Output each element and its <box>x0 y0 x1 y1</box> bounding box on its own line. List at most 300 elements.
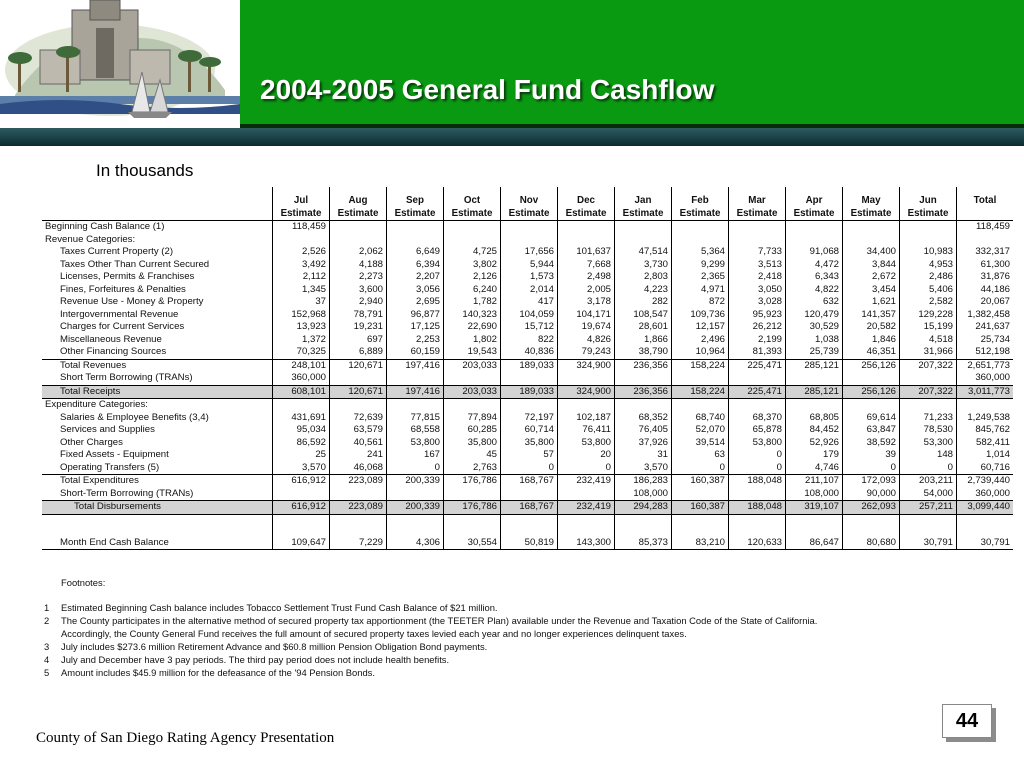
table-cell: 203,211 <box>900 475 957 488</box>
row-label: Operating Transfers (5) <box>60 461 160 473</box>
table-row <box>42 372 1013 385</box>
table-cell: 2,582 <box>900 296 957 309</box>
table-row <box>42 359 1013 372</box>
table-cell: 4,306 <box>387 537 444 550</box>
table-cell: 4,826 <box>558 334 615 347</box>
table-cell: 0 <box>501 462 558 475</box>
footnotes-heading: Footnotes: <box>61 577 106 588</box>
table-cell: 207,322 <box>900 385 957 399</box>
table-cell: 158,224 <box>672 359 729 372</box>
county-logo <box>0 0 240 128</box>
table-cell: 360,000 <box>273 372 330 385</box>
table-cell: 90,000 <box>843 488 900 501</box>
table-cell <box>273 488 330 501</box>
table-cell <box>729 488 786 501</box>
table-cell: 3,099,440 <box>957 501 1014 515</box>
table-cell <box>330 399 387 412</box>
table-cell <box>900 399 957 412</box>
table-cell: 4,725 <box>444 246 501 259</box>
table-cell <box>900 514 957 537</box>
row-label: Taxes Other Than Current Secured <box>60 258 210 270</box>
table-cell: 79,243 <box>558 346 615 359</box>
table-cell <box>900 221 957 234</box>
row-label: Charges for Current Services <box>60 321 185 333</box>
table-cell: 3,028 <box>729 296 786 309</box>
footnote-number: 5 <box>44 667 50 678</box>
table-cell: 360,000 <box>957 488 1014 501</box>
table-cell: 28,601 <box>615 321 672 334</box>
table-cell <box>843 221 900 234</box>
table-cell: 2,365 <box>672 271 729 284</box>
row-label: Expenditure Categories: <box>45 399 148 411</box>
slide-title: 2004-2005 General Fund Cashflow <box>260 74 715 105</box>
table-cell: 1,014 <box>957 449 1014 462</box>
table-cell <box>615 514 672 537</box>
table-cell: 20 <box>558 449 615 462</box>
table-cell: 632 <box>786 296 843 309</box>
table-cell <box>786 234 843 247</box>
column-header-month: Total <box>957 187 1014 207</box>
table-cell: 616,912 <box>273 475 330 488</box>
table-cell: 37 <box>273 296 330 309</box>
table-cell: 7,733 <box>729 246 786 259</box>
table-cell: 294,283 <box>615 501 672 515</box>
column-header-basis: Estimate <box>672 207 729 221</box>
footnote-text: July and December have 3 pay periods. The third pay period does not include health benefits. <box>61 654 450 665</box>
table-cell: 697 <box>330 334 387 347</box>
table-cell: 248,101 <box>273 359 330 372</box>
table-cell: 3,570 <box>615 462 672 475</box>
table-row <box>42 309 1013 322</box>
table-cell: 4,188 <box>330 259 387 272</box>
row-label: Other Financing Sources <box>60 346 167 358</box>
table-cell: 2,207 <box>387 271 444 284</box>
column-header-basis: Estimate <box>444 207 501 221</box>
table-cell <box>558 234 615 247</box>
column-header-month: Sep <box>387 187 444 207</box>
table-cell: 172,093 <box>843 475 900 488</box>
table-cell: 120,671 <box>330 359 387 372</box>
table-cell: 30,791 <box>957 537 1014 550</box>
table-cell: 3,056 <box>387 284 444 297</box>
table-cell: 2,651,773 <box>957 359 1014 372</box>
column-header-basis: Estimate <box>786 207 843 221</box>
table-cell: 257,211 <box>900 501 957 515</box>
table-cell: 2,672 <box>843 271 900 284</box>
table-cell: 2,418 <box>729 271 786 284</box>
table-cell: 2,253 <box>387 334 444 347</box>
footnote-text: Amount includes $45.9 million for the defeasance of the '94 Pension Bonds. <box>61 667 375 678</box>
table-cell <box>957 514 1014 537</box>
table-cell: 2,126 <box>444 271 501 284</box>
table-cell <box>387 514 444 537</box>
header-row-basis <box>42 207 1013 221</box>
table-cell: 38,790 <box>615 346 672 359</box>
row-label: Month End Cash Balance <box>42 537 273 550</box>
column-header-month: Oct <box>444 187 501 207</box>
table-cell: 109,647 <box>273 537 330 550</box>
table-cell: 188,048 <box>729 501 786 515</box>
table-cell <box>387 221 444 234</box>
table-cell <box>330 221 387 234</box>
table-cell: 225,471 <box>729 359 786 372</box>
table-cell: 35,800 <box>444 437 501 450</box>
table-cell <box>957 234 1014 247</box>
table-cell: 40,836 <box>501 346 558 359</box>
row-label: Total Expenditures <box>42 475 273 488</box>
table-cell: 197,416 <box>387 359 444 372</box>
table-cell: 176,786 <box>444 501 501 515</box>
table-cell: 102,187 <box>558 412 615 425</box>
table-cell: 332,317 <box>957 246 1014 259</box>
table-cell: 57 <box>501 449 558 462</box>
table-cell: 167 <box>387 449 444 462</box>
table-cell: 86,647 <box>786 537 843 550</box>
table-cell <box>444 234 501 247</box>
footnote-number <box>44 627 61 640</box>
table-cell: 9,299 <box>672 259 729 272</box>
row-label: Intergovernmental Revenue <box>60 308 179 320</box>
header-row-months <box>42 187 1013 207</box>
table-cell <box>330 514 387 537</box>
table-cell: 95,034 <box>273 424 330 437</box>
table-cell: 2,940 <box>330 296 387 309</box>
table-cell: 3,178 <box>558 296 615 309</box>
table-cell: 104,171 <box>558 309 615 322</box>
table-cell <box>501 221 558 234</box>
table-cell: 0 <box>387 462 444 475</box>
table-cell: 68,558 <box>387 424 444 437</box>
column-header-basis: Estimate <box>900 207 957 221</box>
table-cell: 200,339 <box>387 501 444 515</box>
row-label: Services and Supplies <box>60 424 155 436</box>
table-row <box>42 246 1013 259</box>
table-cell: 17,656 <box>501 246 558 259</box>
table-row <box>42 488 1013 501</box>
table-cell: 31,966 <box>900 346 957 359</box>
table-cell: 12,157 <box>672 321 729 334</box>
table-cell: 63,579 <box>330 424 387 437</box>
footnote-list <box>44 601 911 679</box>
table-cell: 63 <box>672 449 729 462</box>
table-cell <box>786 221 843 234</box>
table-cell: 822 <box>501 334 558 347</box>
table-cell: 616,912 <box>273 501 330 515</box>
table-cell: 68,352 <box>615 412 672 425</box>
table-cell <box>729 514 786 537</box>
table-cell: 512,198 <box>957 346 1014 359</box>
table-cell: 30,554 <box>444 537 501 550</box>
table-cell <box>444 221 501 234</box>
table-cell: 4,472 <box>786 259 843 272</box>
table-cell: 19,674 <box>558 321 615 334</box>
row-label: Short-Term Borrowing (TRANs) <box>60 487 194 499</box>
table-cell <box>957 399 1014 412</box>
table-cell <box>900 234 957 247</box>
table-cell: 211,107 <box>786 475 843 488</box>
table-cell: 200,339 <box>387 475 444 488</box>
table-cell: 160,387 <box>672 501 729 515</box>
table-row <box>42 234 1013 247</box>
page-number-badge: 44 <box>942 704 992 738</box>
table-cell: 108,547 <box>615 309 672 322</box>
table-cell: 188,048 <box>729 475 786 488</box>
table-cell: 2,014 <box>501 284 558 297</box>
table-cell: 179 <box>786 449 843 462</box>
table-cell: 203,033 <box>444 359 501 372</box>
table-cell: 34,400 <box>843 246 900 259</box>
table-cell: 225,471 <box>729 385 786 399</box>
row-label: Total Receipts <box>42 385 273 399</box>
table-cell: 3,730 <box>615 259 672 272</box>
table-cell: 148 <box>900 449 957 462</box>
column-header-basis <box>957 207 1014 221</box>
table-cell: 101,637 <box>558 246 615 259</box>
table-cell: 319,107 <box>786 501 843 515</box>
table-cell: 31,876 <box>957 271 1014 284</box>
table-cell: 2,695 <box>387 296 444 309</box>
table-cell: 20,582 <box>843 321 900 334</box>
table-cell: 223,089 <box>330 475 387 488</box>
table-cell: 50,819 <box>501 537 558 550</box>
table-cell: 1,846 <box>843 334 900 347</box>
table-cell: 3,844 <box>843 259 900 272</box>
table-cell: 108,000 <box>786 488 843 501</box>
table-cell: 46,351 <box>843 346 900 359</box>
table-cell: 6,394 <box>387 259 444 272</box>
table-cell <box>501 488 558 501</box>
table-cell: 189,033 <box>501 385 558 399</box>
footnote-text: July includes $273.6 million Retirement Advance and $60.8 million Pension Obligation Bond payments. <box>61 641 488 652</box>
cashflow-table-body <box>42 221 1013 550</box>
table-cell: 232,419 <box>558 501 615 515</box>
table-cell: 1,038 <box>786 334 843 347</box>
table-cell: 3,011,773 <box>957 385 1014 399</box>
table-cell: 54,000 <box>900 488 957 501</box>
column-header-basis: Estimate <box>273 207 330 221</box>
footnote-text: Accordingly, the County General Fund receives the full amount of secured property taxes levied each year and no longer experiences delinquent taxes. <box>61 628 687 639</box>
footnote-item <box>44 601 911 614</box>
units-caption: In thousands <box>96 161 194 180</box>
column-header-basis: Estimate <box>558 207 615 221</box>
table-cell: 241 <box>330 449 387 462</box>
table-cell: 2,273 <box>330 271 387 284</box>
table-cell: 45 <box>444 449 501 462</box>
table-cell: 3,570 <box>273 462 330 475</box>
table-cell: 0 <box>729 449 786 462</box>
table-cell: 4,971 <box>672 284 729 297</box>
table-cell: 72,197 <box>501 412 558 425</box>
table-cell: 47,514 <box>615 246 672 259</box>
table-cell: 13,923 <box>273 321 330 334</box>
table-cell: 2,112 <box>273 271 330 284</box>
cashflow-table <box>42 187 1013 550</box>
table-cell: 31 <box>615 449 672 462</box>
table-cell <box>558 372 615 385</box>
table-cell <box>387 234 444 247</box>
column-header-month: Dec <box>558 187 615 207</box>
table-cell: 108,000 <box>615 488 672 501</box>
table-cell <box>444 372 501 385</box>
footnotes <box>44 576 911 679</box>
row-label: Revenue Categories: <box>45 233 136 245</box>
table-cell: 197,416 <box>387 385 444 399</box>
table-cell: 282 <box>615 296 672 309</box>
table-cell <box>558 399 615 412</box>
table-cell <box>729 234 786 247</box>
table-cell <box>672 372 729 385</box>
table-cell: 26,212 <box>729 321 786 334</box>
row-label: Short Term Borrowing (TRANs) <box>60 372 193 384</box>
table-row <box>42 346 1013 359</box>
table-cell <box>615 372 672 385</box>
table-cell: 1,866 <box>615 334 672 347</box>
table-cell <box>843 372 900 385</box>
table-cell: 77,894 <box>444 412 501 425</box>
table-cell: 2,486 <box>900 271 957 284</box>
table-cell <box>900 372 957 385</box>
row-label: Licenses, Permits & Franchises <box>60 271 195 283</box>
table-cell: 2,763 <box>444 462 501 475</box>
table-cell <box>444 488 501 501</box>
table-cell: 60,285 <box>444 424 501 437</box>
table-cell: 76,411 <box>558 424 615 437</box>
table-cell: 0 <box>900 462 957 475</box>
table-cell: 91,068 <box>786 246 843 259</box>
table-cell: 19,543 <box>444 346 501 359</box>
table-cell: 0 <box>843 462 900 475</box>
table-cell: 160,387 <box>672 475 729 488</box>
table-cell: 3,454 <box>843 284 900 297</box>
column-header-month: Jan <box>615 187 672 207</box>
table-cell <box>558 221 615 234</box>
table-cell: 61,300 <box>957 259 1014 272</box>
table-cell: 143,300 <box>558 537 615 550</box>
table-cell: 4,822 <box>786 284 843 297</box>
header-label-blank <box>42 187 273 207</box>
table-cell: 25,739 <box>786 346 843 359</box>
footnote-item <box>44 627 911 640</box>
table-cell: 1,382,458 <box>957 309 1014 322</box>
table-cell: 6,240 <box>444 284 501 297</box>
table-row <box>42 271 1013 284</box>
table-cell <box>444 399 501 412</box>
column-header-month: Nov <box>501 187 558 207</box>
table-row <box>42 475 1013 488</box>
table-cell: 2,803 <box>615 271 672 284</box>
table-cell: 22,690 <box>444 321 501 334</box>
column-header-month: Feb <box>672 187 729 207</box>
table-cell: 72,639 <box>330 412 387 425</box>
table-cell: 236,356 <box>615 385 672 399</box>
table-cell: 85,373 <box>615 537 672 550</box>
table-cell <box>387 372 444 385</box>
table-cell: 52,926 <box>786 437 843 450</box>
table-cell: 68,370 <box>729 412 786 425</box>
table-cell: 6,889 <box>330 346 387 359</box>
table-cell <box>786 399 843 412</box>
table-cell: 5,364 <box>672 246 729 259</box>
column-header-month: Apr <box>786 187 843 207</box>
table-cell: 207,322 <box>900 359 957 372</box>
table-cell: 5,406 <box>900 284 957 297</box>
table-cell: 158,224 <box>672 385 729 399</box>
footnote-item <box>44 640 911 653</box>
table-cell: 39,514 <box>672 437 729 450</box>
table-cell: 109,736 <box>672 309 729 322</box>
table-cell <box>501 514 558 537</box>
table-cell: 6,649 <box>387 246 444 259</box>
table-cell: 53,800 <box>387 437 444 450</box>
table-cell: 3,492 <box>273 259 330 272</box>
column-header-basis: Estimate <box>843 207 900 221</box>
column-header-basis: Estimate <box>729 207 786 221</box>
table-cell: 120,633 <box>729 537 786 550</box>
table-cell: 68,740 <box>672 412 729 425</box>
table-cell <box>672 514 729 537</box>
table-cell: 152,968 <box>273 309 330 322</box>
table-cell: 2,199 <box>729 334 786 347</box>
table-cell <box>672 234 729 247</box>
table-cell: 431,691 <box>273 412 330 425</box>
table-row <box>42 514 1013 537</box>
table-cell: 38,592 <box>843 437 900 450</box>
table-cell <box>273 399 330 412</box>
table-cell: 1,345 <box>273 284 330 297</box>
table-cell: 6,343 <box>786 271 843 284</box>
footer-text: County of San Diego Rating Agency Presentation <box>36 730 335 746</box>
table-cell: 232,419 <box>558 475 615 488</box>
table-cell: 0 <box>672 462 729 475</box>
table-cell <box>615 399 672 412</box>
table-cell: 285,121 <box>786 385 843 399</box>
table-cell <box>273 234 330 247</box>
table-cell: 4,518 <box>900 334 957 347</box>
table-cell <box>729 221 786 234</box>
row-label: Salaries & Employee Benefits (3,4) <box>60 411 209 423</box>
table-cell: 60,714 <box>501 424 558 437</box>
table-cell <box>444 514 501 537</box>
table-cell: 39 <box>843 449 900 462</box>
table-cell: 25 <box>273 449 330 462</box>
table-cell: 236,356 <box>615 359 672 372</box>
table-cell <box>843 514 900 537</box>
table-cell: 53,300 <box>900 437 957 450</box>
table-cell <box>330 488 387 501</box>
table-cell: 140,323 <box>444 309 501 322</box>
table-cell: 104,059 <box>501 309 558 322</box>
table-cell <box>330 372 387 385</box>
row-label: Fixed Assets - Equipment <box>60 449 169 461</box>
row-label: Miscellaneous Revenue <box>60 333 162 345</box>
table-cell <box>501 234 558 247</box>
table-cell <box>672 221 729 234</box>
table-cell: 37,926 <box>615 437 672 450</box>
table-cell: 20,067 <box>957 296 1014 309</box>
table-cell: 0 <box>558 462 615 475</box>
table-cell: 84,452 <box>786 424 843 437</box>
column-header-month: Mar <box>729 187 786 207</box>
table-cell <box>501 399 558 412</box>
column-header-basis: Estimate <box>387 207 444 221</box>
table-cell: 63,847 <box>843 424 900 437</box>
table-cell: 256,126 <box>843 359 900 372</box>
table-cell <box>843 399 900 412</box>
table-cell: 96,877 <box>387 309 444 322</box>
table-cell: 35,800 <box>501 437 558 450</box>
title-underline-band <box>0 128 1024 146</box>
table-cell: 5,944 <box>501 259 558 272</box>
